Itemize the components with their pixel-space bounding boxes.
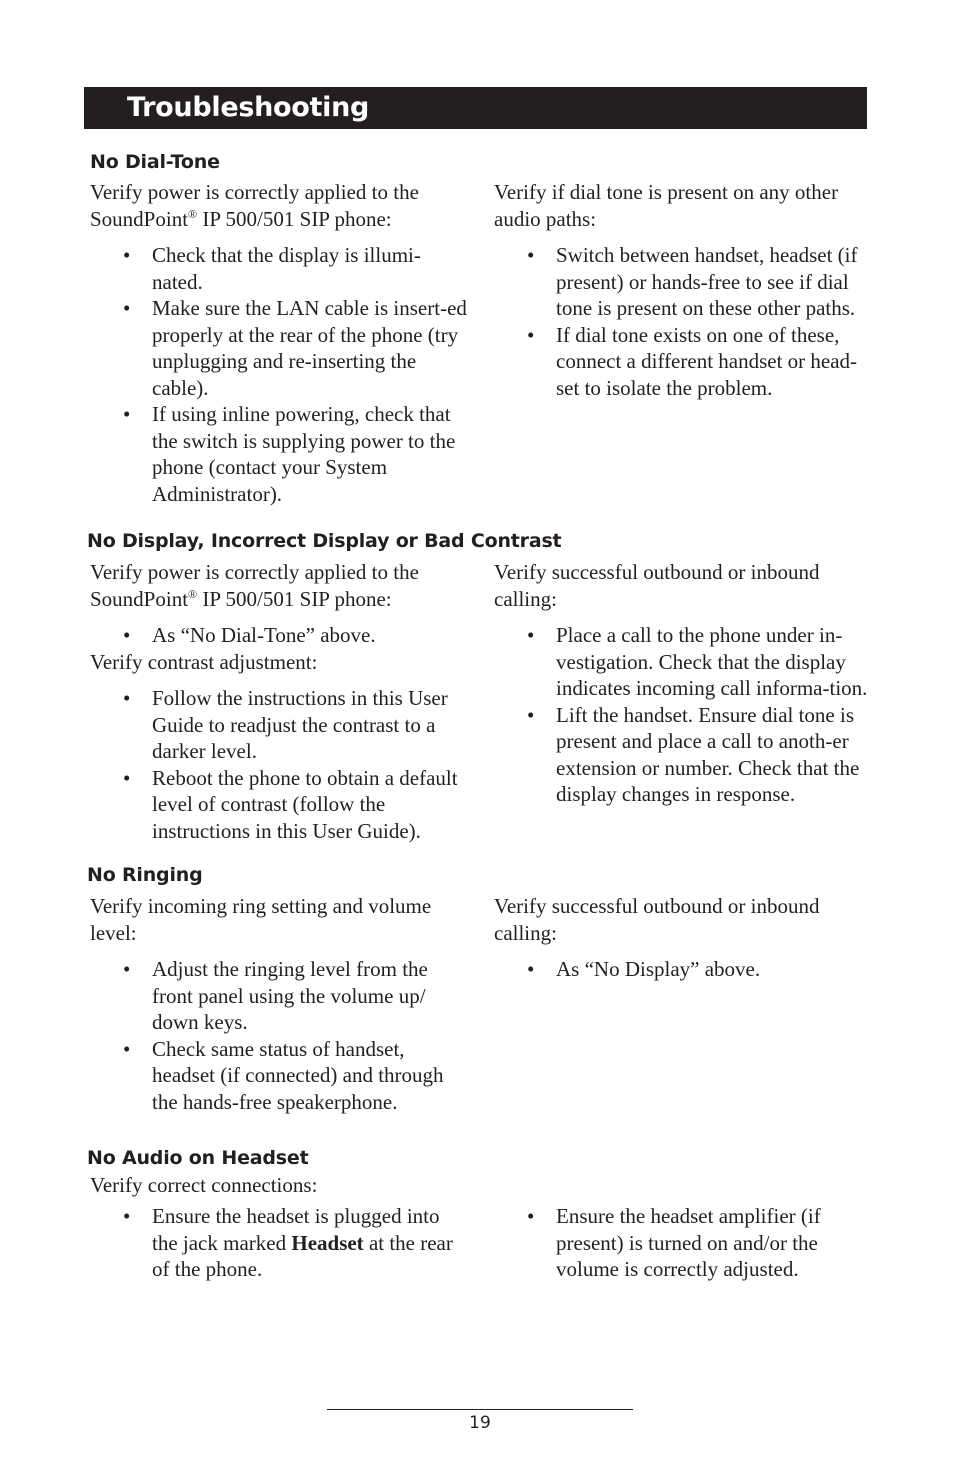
list-item: • Make sure the LAN cable is insert-ed properly at the rear of the phone (try unplugging and re-inserting the cable). (90, 295, 468, 401)
no-display-left-column (90, 559, 468, 844)
list-item: • If dial tone exists on one of these, connect a different handset or head-set to isolate the problem. (494, 322, 870, 402)
list-item: • Ensure the headset amplifier (if present) is turned on and/or the volume is correctly adjusted. (494, 1203, 870, 1283)
no-audio-intro (90, 1172, 468, 1199)
bullet-list (494, 622, 870, 808)
intro-text: Verify successful outbound or inbound calling: (494, 894, 820, 945)
intro-text: Verify successful outbound or inbound calling: (494, 560, 820, 611)
no-audio-left-column (90, 1203, 468, 1283)
list-item: • Switch between handset, headset (if present) or hands-free to see if dial tone is present on these other paths. (494, 242, 870, 322)
page-title: Troubleshooting (84, 87, 867, 129)
bullet-list (494, 242, 870, 401)
list-item: • Check same status of handset, headset (if connected) and through the hands-free speakerphone. (90, 1036, 468, 1116)
section-heading-no-display: No Display, Incorrect Display or Bad Contrast (87, 530, 562, 552)
intro-text: Verify if dial tone is present on any other audio paths: (494, 180, 839, 231)
intro-text: Verify contrast adjustment: (90, 649, 318, 674)
list-item: • Reboot the phone to obtain a default level of contrast (follow the instructions in this User Guide). (90, 765, 468, 845)
list-item: • Adjust the ringing level from the front panel using the volume up/ down keys. (90, 956, 468, 1036)
intro-text: Verify power is correctly applied to the SoundPoint® IP 500/501 SIP phone: (90, 560, 419, 611)
list-item: • Follow the instructions in this User Guide to readjust the contrast to a darker level. (90, 685, 468, 765)
list-item: • As “No Dial-Tone” above. (90, 622, 468, 649)
intro-text: Verify incoming ring setting and volume level: (90, 894, 432, 945)
bullet-list (494, 956, 870, 983)
intro-text: Verify power is correctly applied to the SoundPoint® IP 500/501 SIP phone: (90, 180, 419, 231)
bullet-list (90, 242, 468, 507)
no-ringing-right-column (494, 893, 870, 983)
footer-divider (327, 1409, 633, 1410)
registered-mark: ® (188, 586, 198, 601)
bullet-list (494, 1203, 870, 1283)
list-item: • Ensure the headset is plugged into the jack marked Headset at the rear of the phone. (90, 1203, 468, 1283)
registered-mark: ® (188, 206, 198, 221)
bullet-list (90, 685, 468, 844)
section-heading-no-dial-tone: No Dial-Tone (90, 151, 220, 173)
list-item: • As “No Display” above. (494, 956, 870, 983)
section-heading-no-audio-on-headset: No Audio on Headset (87, 1147, 309, 1169)
bullet-list (90, 956, 468, 1115)
section-heading-no-ringing: No Ringing (87, 864, 203, 886)
no-dial-tone-left-column (90, 179, 468, 507)
no-audio-right-column (494, 1203, 870, 1283)
list-item: • Lift the handset. Ensure dial tone is present and place a call to anoth-er extension or number. Check that the display changes in response. (494, 702, 870, 808)
no-ringing-left-column (90, 893, 468, 1115)
bullet-list (90, 622, 468, 649)
intro-text: Verify correct connections: (90, 1173, 318, 1197)
page-number: 19 (469, 1413, 491, 1433)
no-display-right-column (494, 559, 870, 808)
list-item: • Check that the display is illumi-nated. (90, 242, 468, 295)
bullet-list (90, 1203, 468, 1283)
list-item: • Place a call to the phone under in-vestigation. Check that the display indicates incoming call informa-tion. (494, 622, 870, 702)
list-item: • If using inline powering, check that the switch is supplying power to the phone (contact your System Administrator). (90, 401, 468, 507)
no-dial-tone-right-column (494, 179, 870, 401)
headset-jack-label: Headset (291, 1230, 364, 1255)
